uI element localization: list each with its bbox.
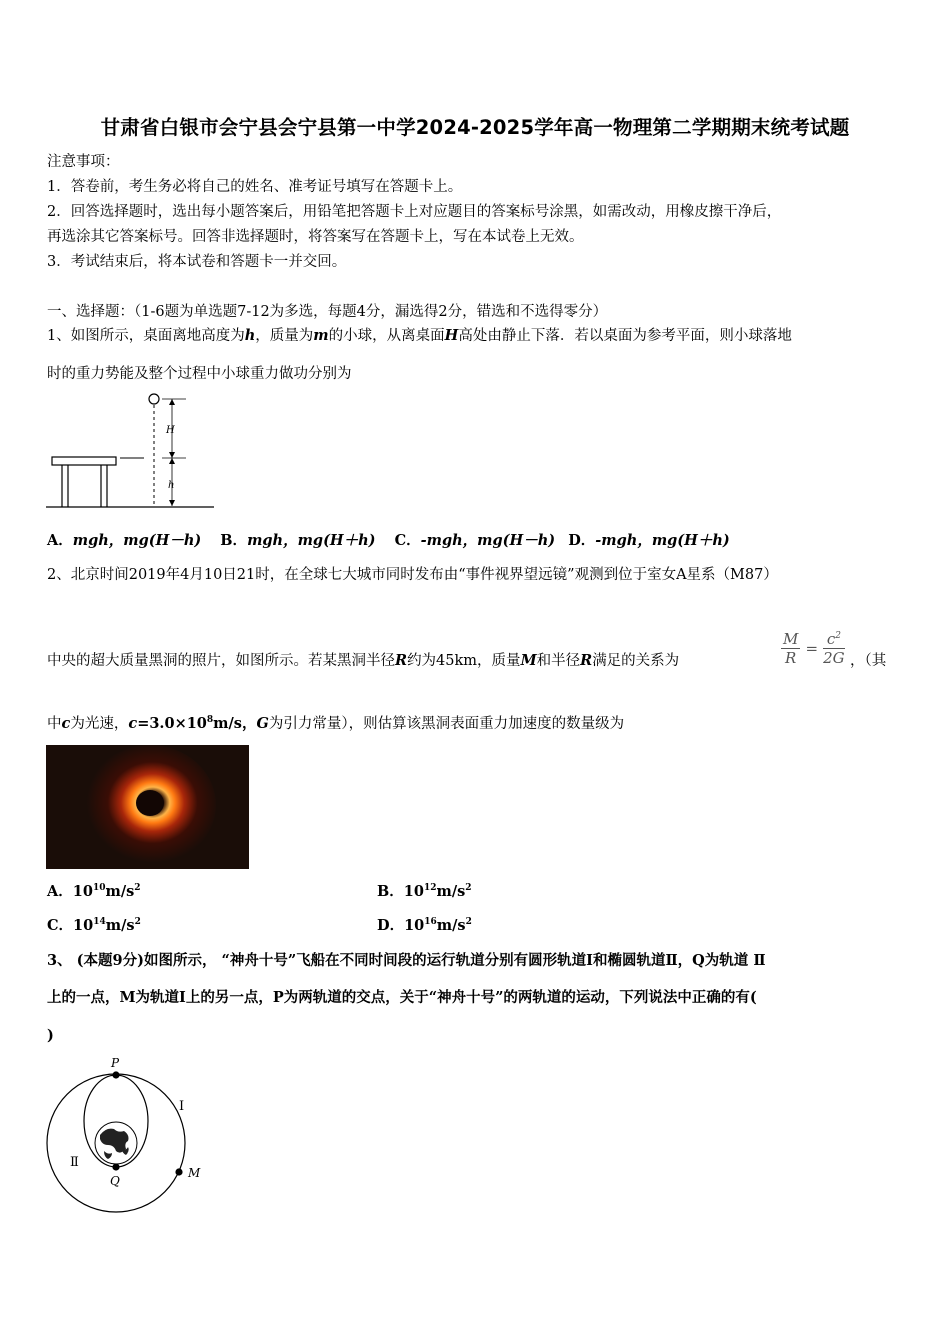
formula-equals: =: [805, 639, 819, 658]
label-P: P: [111, 1056, 120, 1070]
q3-stem-line1: 3、 (本题9分)如图所示， “神舟十号”飞船在不同时间段的运行轨道分别有圆形轨道Ⅰ和椭圆轨道Ⅱ，Q为轨道 Ⅱ: [47, 952, 766, 969]
q3-stem-line2: 上的一点，M为轨道Ⅰ上的另一点，P为两轨道的交点，关于“神舟十号”的两轨道的运动，下列说法中正确的有(: [47, 989, 757, 1006]
orbit-figure: [44, 1053, 206, 1218]
option-label: C．: [394, 532, 421, 549]
var-G: G: [256, 715, 269, 732]
q2-stem-line2: [47, 651, 679, 671]
option-d: -mgh，mg(H＋h): [595, 532, 730, 549]
option-b: mgh，mg(H＋h): [247, 532, 376, 549]
q2-option-b: B．$10^{12}m/s^2$: [377, 883, 472, 900]
fig-label-H: H: [166, 425, 175, 436]
q2-text: 满足的关系为: [592, 653, 680, 669]
var-m: m: [313, 327, 329, 344]
q3-stem-line3: ): [47, 1027, 54, 1044]
q1-text: 1、如图所示，桌面离地高度为: [47, 328, 245, 344]
var-H: H: [444, 327, 459, 344]
option-label: D．: [568, 532, 596, 549]
q2-formula: [781, 630, 845, 667]
var-R: R: [395, 652, 408, 669]
formula-fraction-left: $\frac{M}{R}$: [783, 630, 799, 667]
formula-fraction-right: $\frac{c^2}{2G}$: [823, 630, 845, 667]
q2-stem-line3: 中c为光速，$c=3.0\times 10^8m/s$，G为引力常量），则估算该黑洞表面重力加速度的数量级为: [47, 715, 625, 732]
q1-table-figure: [44, 390, 216, 512]
section-heading: 一、选择题：（1-6题为单选题7-12为多选，每题4分，漏选得2分，错选和不选得零分）: [47, 304, 608, 320]
q1-stem-line1: [47, 326, 792, 346]
notice-item-1: 1．答卷前，考生务必将自己的姓名、准考证号填写在答题卡上。: [47, 179, 463, 195]
var-h: h: [244, 327, 256, 344]
q2-text: 和半径: [536, 653, 581, 669]
notice-item-2: 2．回答选择题时，选出每小题答案后，用铅笔把答题卡上对应题目的答案标号涂黑，如需改动，用橡皮擦干净后，: [47, 204, 782, 220]
q2-option-d: D．$10^{16}m/s^2$: [377, 917, 472, 934]
var-c: c: [61, 715, 71, 732]
label-Q: Q: [110, 1174, 120, 1188]
label-orbit-II: Ⅱ: [70, 1155, 79, 1170]
q1-stem-line2: 时的重力势能及整个过程中小球重力做功分别为: [47, 366, 352, 382]
q2-stem-line2-end: ，（其: [850, 653, 887, 669]
option-label: B．: [220, 532, 248, 549]
option-a: mgh，mg(H－h): [72, 532, 202, 549]
q2-stem-line1: 2、北京时间2019年4月10日21时，在全球七大城市同时发布由“事件视界望远镜”观测到位于室女A星系（M87）: [47, 567, 778, 583]
option-c: -mgh，mg(H－h): [420, 532, 556, 549]
fig-label-h: h: [168, 480, 175, 491]
blackhole-image: [46, 745, 249, 869]
label-M: M: [188, 1166, 201, 1180]
page-title: 甘肃省白银市会宁县会宁县第一中学2024-2025学年高一物理第二学期期末统考试题: [100, 116, 850, 139]
notice-heading: 注意事项：: [47, 154, 120, 170]
option-label: A．: [47, 532, 73, 549]
var-R: R: [580, 652, 593, 669]
q1-options: [47, 531, 730, 551]
label-orbit-I: Ⅰ: [179, 1099, 185, 1114]
q2-text: 约为45km，质量: [407, 653, 521, 669]
q1-text: 高处由静止下落．若以桌面为参考平面，则小球落地: [458, 328, 792, 344]
q2-text: 中央的超大质量黑洞的照片，如图所示。若某黑洞半径: [47, 653, 395, 669]
q1-text: ，质量为: [255, 328, 314, 344]
q1-text: 的小球，从离桌面: [328, 328, 445, 344]
notice-item-2-cont: 再选涂其它答案标号。回答非选择题时，将答案写在答题卡上，写在本试卷上无效。: [47, 229, 584, 245]
var-M: M: [520, 652, 537, 669]
q2-option-c: C．$10^{14}m/s^2$: [47, 917, 141, 934]
q2-option-a: A．$10^{10}m/s^2$: [47, 883, 141, 900]
notice-item-3: 3．考试结束后，将本试卷和答题卡一并交回。: [47, 254, 347, 270]
